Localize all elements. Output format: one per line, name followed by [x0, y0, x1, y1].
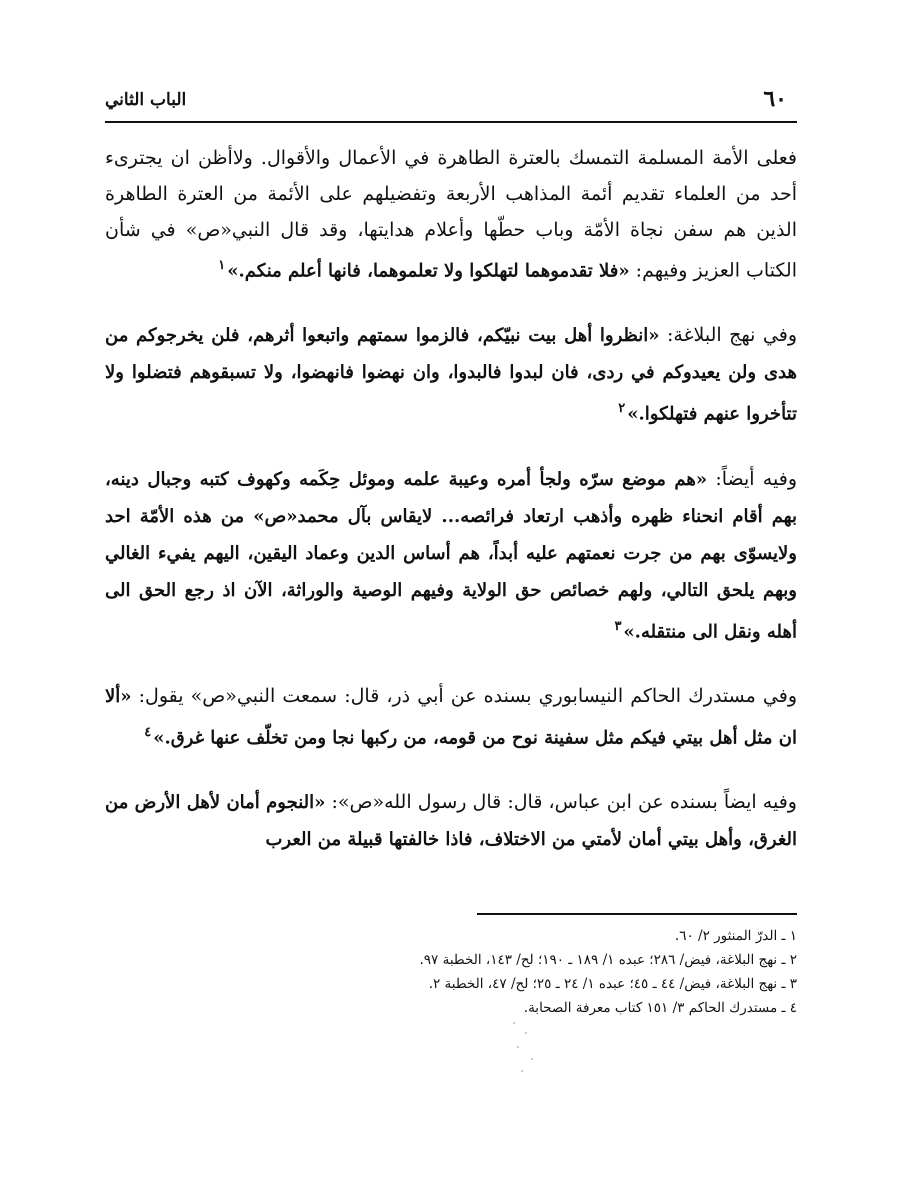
scan-speck: [525, 1032, 527, 1034]
paragraph-2: [105, 317, 797, 432]
main-text: [105, 140, 797, 886]
footnote-ref: ١: [218, 258, 226, 273]
page-number: ٦٠: [763, 86, 787, 112]
header-rule: [105, 121, 797, 123]
paragraph-text: وفيه أيضاً:: [707, 467, 797, 490]
quotation: «النجوم أمان لأهل الأرض من الغرق، وأهل بيتي أمان لأمتي من الاختلاف، فاذا خالفتها قبيلة من العرب: [105, 792, 797, 851]
paragraph-text: وفي نهج البلاغة:: [659, 324, 798, 347]
footnote-2: ٢ ـ نهج البلاغة، فيض/ ٢٨٦؛ عبده ١/ ١٨٩ ـ ١٩٠؛ لح/ ١٤٣، الخطبة ٩٧.: [419, 952, 797, 968]
paragraph-text: وفيه ايضاً بسنده عن ابن عباس، قال: قال رسول الله«ص»:: [325, 791, 797, 814]
scan-speck: [513, 1022, 515, 1024]
footnote-ref: ٢: [618, 401, 626, 417]
footnotes: [105, 924, 797, 1020]
chapter-title: الباب الثاني: [105, 90, 187, 110]
scan-specks: [505, 1018, 545, 1078]
paragraph-4: [105, 678, 797, 756]
scan-speck: [531, 1058, 533, 1060]
footnote-4: ٤ ـ مستدرك الحاكم ٣/ ١٥١ كتاب معرفة الصحابة.: [523, 1000, 797, 1016]
paragraph-text: فعلى الأمة المسلمة التمسك بالعترة الطاهرة في الأعمال والأقوال. ولاأظن ان يجترىء أحد من العلماء تقديم أئمة المذاهب الأربعة وتفضيلهم على الأئمة من العترة الطاهرة الذين هم سفن نجاة الأمّة وباب حطّها وأعلام هدايتها، وقد قال النبي«ص» في شأن الكتاب العزيز وفيهم:: [105, 147, 797, 282]
paragraph-1: [105, 140, 797, 289]
quotation: «انظروا أهل بيت نبيّكم، فالزموا سمتهم واتبعوا أثرهم، فلن يخرجوكم من هدى ولن يعيدوكم في ردى، فان لبدوا فالبدوا، وان نهضوا فانهضوا، ولا تسبقوهم فتضلوا ولا تتأخروا عنهم فتهلكوا.»: [105, 325, 797, 425]
footnote-rule: [477, 913, 797, 915]
paragraph-5: [105, 784, 797, 858]
footnote-3: ٣ ـ نهج البلاغة، فيض/ ٤٤ ـ ٤٥؛ عبده ١/ ٢٤ ـ ٢٥؛ لح/ ٤٧، الخطبة ٢.: [428, 976, 797, 992]
footnote-ref: ٣: [614, 618, 622, 634]
paragraph-3: [105, 461, 797, 650]
footnote-ref: ٤: [144, 724, 152, 740]
running-header: [105, 86, 797, 120]
scan-speck: [517, 1046, 519, 1048]
quotation: «ألا ان مثل أهل بيتي فيكم مثل سفينة نوح من قومه، من ركبها نجا ومن تخلّف عنها غرق.»: [105, 685, 797, 749]
quotation: «هم موضع سرّه ولجأ أمره وعيبة علمه وموئل حِكَمه وكهوف كتبه وجبال دينه، بهم أقام انحناء ظهره وأذهب ارتعاد فرائصه... لايقاس بآل محمد«ص» من هذه الأمّة احد ولايسوّى بهم من جرت نعمتهم عليه أبداً، هم أساس الدين وعماد اليقين، اليهم يفيء الغالي وبهم يلحق التالي، ولهم خصائص حق الولاية وفيهم الوصية والوراثة، الآن اذ رجع الحق الى أهله ونقل الى منتقله.»: [105, 468, 797, 642]
paragraph-text: وفي مستدرك الحاكم النيسابوري بسنده عن أبي ذر، قال: سمعت النبي«ص» يقول:: [131, 684, 797, 707]
quotation: «فلا تقدموهما لتهلكوا ولا تعلموهما، فانها أعلم منكم.»: [227, 260, 630, 282]
footnote-1: ١ ـ الدرّ المنثور ٢/ ٦٠.: [674, 928, 797, 944]
scan-speck: [521, 1070, 523, 1072]
